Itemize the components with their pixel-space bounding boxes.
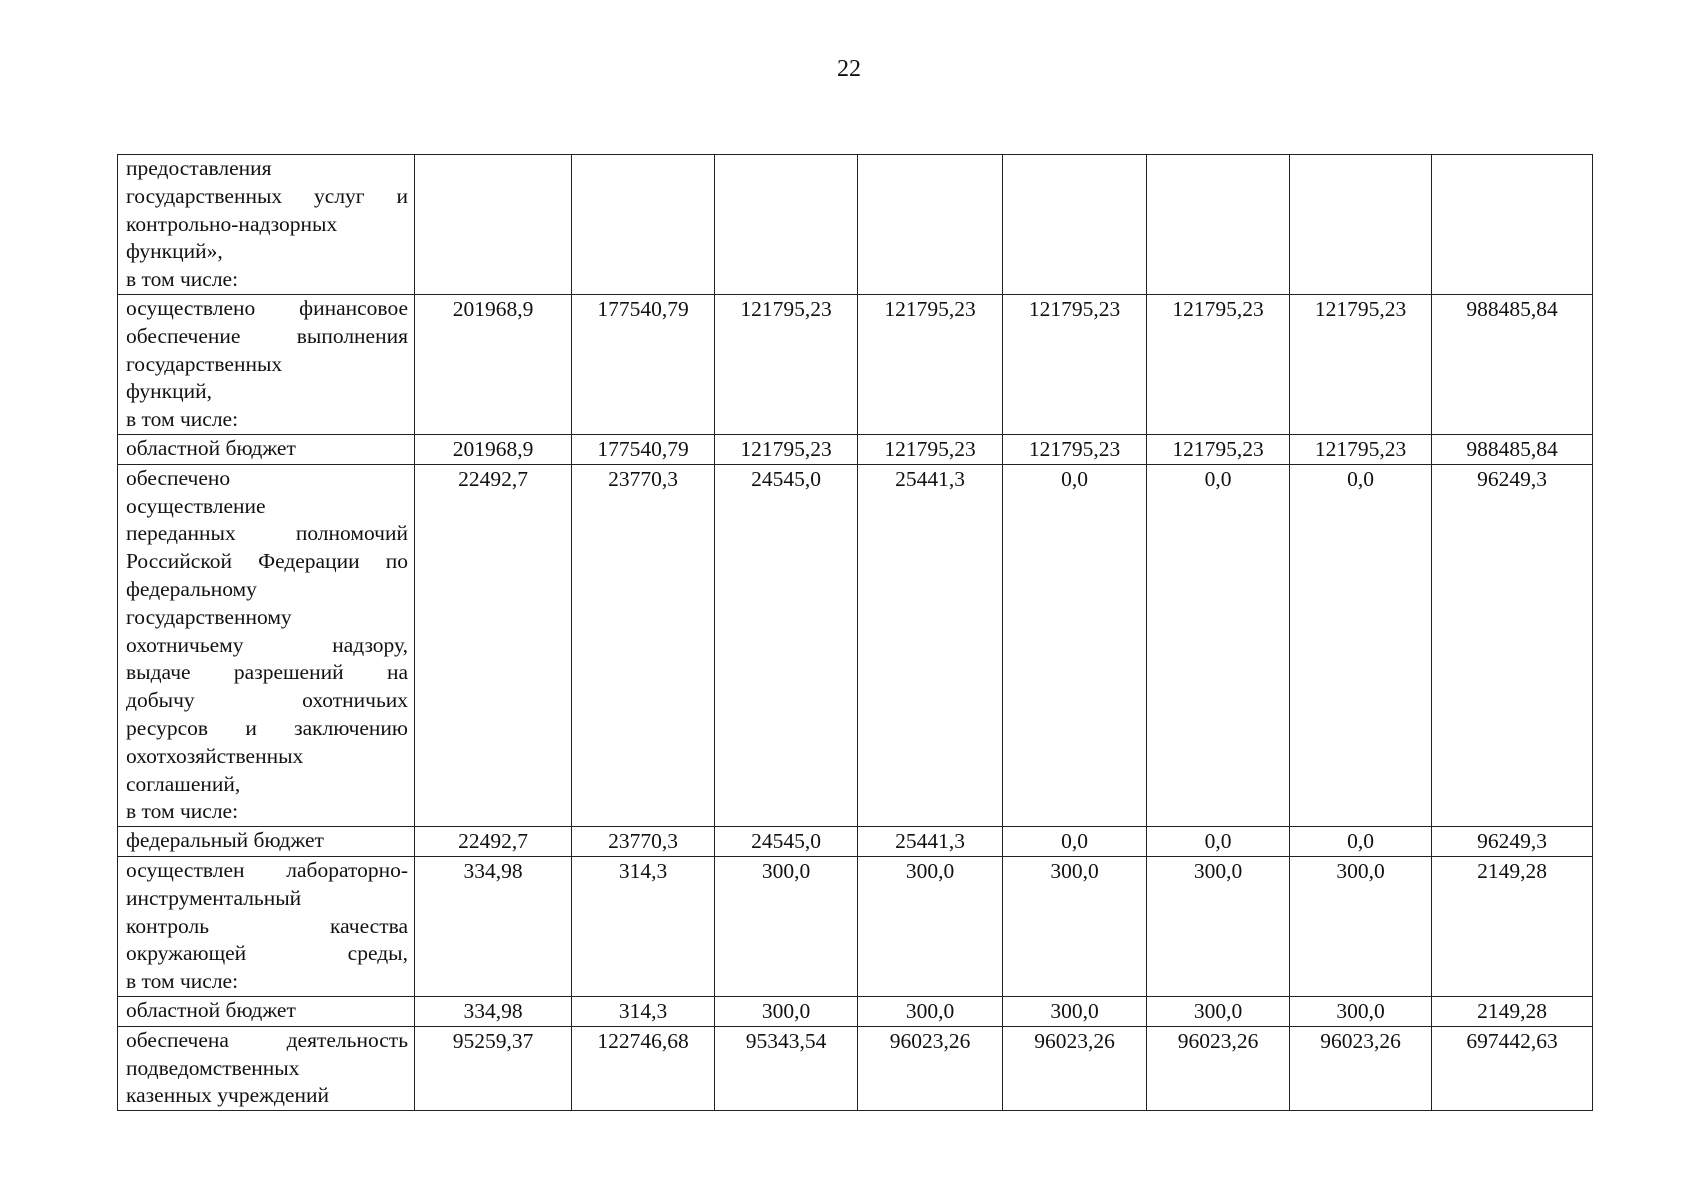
row-label-line: соглашений,: [126, 771, 241, 796]
year-value-cell: 96023,26: [858, 1026, 1003, 1110]
year-value-cell: 177540,79: [572, 434, 715, 464]
year-value-cell: 177540,79: [572, 294, 715, 434]
total-value-cell: 697442,63: [1432, 1026, 1593, 1110]
row-label-line: осуществлен лабораторно-: [126, 857, 408, 882]
total-value-cell: 96249,3: [1432, 464, 1593, 826]
year-value-cell: 0,0: [1003, 827, 1147, 857]
row-label-line: выдаче разрешений на: [126, 660, 408, 685]
year-value-cell: [1003, 155, 1147, 295]
row-label-line: обеспечена деятельность: [126, 1027, 408, 1052]
row-label-line: в том числе:: [126, 267, 239, 292]
year-value-cell: 121795,23: [858, 294, 1003, 434]
year-value-cell: 300,0: [715, 996, 858, 1026]
year-value-cell: 22492,7: [415, 827, 572, 857]
year-value-cell: [572, 155, 715, 295]
row-label-line: функций»,: [126, 239, 223, 264]
year-value-cell: 300,0: [858, 996, 1003, 1026]
year-value-cell: 300,0: [1147, 996, 1290, 1026]
total-value-cell: [1432, 155, 1593, 295]
row-label-line: федеральному: [126, 576, 257, 601]
row-label-line: осуществление: [126, 493, 266, 518]
year-value-cell: 0,0: [1290, 464, 1432, 826]
year-value-cell: 96023,26: [1290, 1026, 1432, 1110]
year-value-cell: 24545,0: [715, 464, 858, 826]
year-value-cell: 0,0: [1147, 827, 1290, 857]
row-label-line: областной бюджет: [126, 435, 296, 460]
row-label-line: осуществлено финансовое: [126, 295, 408, 320]
total-value-cell: 96249,3: [1432, 827, 1593, 857]
year-value-cell: 23770,3: [572, 464, 715, 826]
year-value-cell: [715, 155, 858, 295]
year-value-cell: 25441,3: [858, 464, 1003, 826]
row-label-line: обеспечение выполнения: [126, 323, 408, 348]
row-label-cell: [118, 827, 415, 857]
row-label-line: в том числе:: [126, 407, 239, 432]
table-row: [118, 294, 1593, 434]
year-value-cell: 121795,23: [715, 294, 858, 434]
year-value-cell: 96023,26: [1147, 1026, 1290, 1110]
year-value-cell: 0,0: [1290, 827, 1432, 857]
table-row: [118, 155, 1593, 295]
table-row: [118, 996, 1593, 1026]
year-value-cell: 95259,37: [415, 1026, 572, 1110]
table-row: [118, 1026, 1593, 1110]
year-value-cell: 96023,26: [1003, 1026, 1147, 1110]
row-label-cell: [118, 434, 415, 464]
year-value-cell: 95343,54: [715, 1026, 858, 1110]
row-label-line: добычу охотничьих: [126, 688, 408, 713]
row-label-line: ресурсов и заключению: [126, 715, 408, 740]
budget-table: [117, 154, 1593, 1111]
row-label-line: в том числе:: [126, 799, 239, 824]
year-value-cell: 334,98: [415, 996, 572, 1026]
row-label-cell: [118, 1026, 415, 1110]
row-label-line: контроль качества: [126, 913, 408, 938]
year-value-cell: 0,0: [1147, 464, 1290, 826]
year-value-cell: 121795,23: [1003, 434, 1147, 464]
table-row: [118, 464, 1593, 826]
row-label-line: государственных услуг и: [126, 183, 408, 208]
row-label-line: окружающей среды,: [126, 941, 408, 966]
year-value-cell: 121795,23: [1290, 434, 1432, 464]
year-value-cell: 300,0: [715, 856, 858, 996]
year-value-cell: 122746,68: [572, 1026, 715, 1110]
year-value-cell: 22492,7: [415, 464, 572, 826]
row-label-line: государственному: [126, 604, 292, 629]
row-label-cell: [118, 294, 415, 434]
row-label-cell: [118, 856, 415, 996]
total-value-cell: 2149,28: [1432, 996, 1593, 1026]
row-label-cell: [118, 464, 415, 826]
year-value-cell: 0,0: [1003, 464, 1147, 826]
page-number: 22: [837, 56, 861, 82]
row-label-line: обеспечено: [126, 465, 231, 490]
year-value-cell: 121795,23: [858, 434, 1003, 464]
year-value-cell: 314,3: [572, 996, 715, 1026]
row-label-line: государственных: [126, 351, 283, 376]
year-value-cell: 300,0: [1290, 856, 1432, 996]
year-value-cell: 300,0: [1003, 856, 1147, 996]
table-body: [118, 155, 1593, 1111]
row-label-line: охотничьему надзору,: [126, 632, 408, 657]
row-label-line: охотхозяйственных: [126, 743, 304, 768]
row-label-line: областной бюджет: [126, 997, 296, 1022]
year-value-cell: 300,0: [1003, 996, 1147, 1026]
year-value-cell: 121795,23: [1147, 294, 1290, 434]
year-value-cell: [1147, 155, 1290, 295]
year-value-cell: 25441,3: [858, 827, 1003, 857]
row-label-line: предоставления: [126, 156, 272, 180]
year-value-cell: 201968,9: [415, 434, 572, 464]
year-value-cell: 314,3: [572, 856, 715, 996]
table-row: [118, 856, 1593, 996]
row-label-line: подведомственных: [126, 1055, 300, 1080]
row-label-line: федеральный бюджет: [126, 828, 324, 853]
total-value-cell: 2149,28: [1432, 856, 1593, 996]
year-value-cell: 24545,0: [715, 827, 858, 857]
year-value-cell: 121795,23: [715, 434, 858, 464]
row-label-line: в том числе:: [126, 969, 239, 994]
year-value-cell: 300,0: [1290, 996, 1432, 1026]
year-value-cell: 334,98: [415, 856, 572, 996]
year-value-cell: 201968,9: [415, 294, 572, 434]
year-value-cell: 121795,23: [1290, 294, 1432, 434]
year-value-cell: 121795,23: [1003, 294, 1147, 434]
year-value-cell: 121795,23: [1147, 434, 1290, 464]
row-label-line: Российской Федерации по: [126, 549, 408, 574]
year-value-cell: 300,0: [1147, 856, 1290, 996]
year-value-cell: [858, 155, 1003, 295]
year-value-cell: 300,0: [858, 856, 1003, 996]
year-value-cell: [1290, 155, 1432, 295]
row-label-line: функций,: [126, 379, 212, 404]
row-label-line: переданных полномочий: [126, 521, 408, 546]
year-value-cell: [415, 155, 572, 295]
table-row: [118, 434, 1593, 464]
table-row: [118, 827, 1593, 857]
row-label-cell: [118, 155, 415, 295]
year-value-cell: 23770,3: [572, 827, 715, 857]
row-label-line: казенных учреждений: [126, 1083, 329, 1108]
total-value-cell: 988485,84: [1432, 294, 1593, 434]
row-label-cell: [118, 996, 415, 1026]
total-value-cell: 988485,84: [1432, 434, 1593, 464]
row-label-line: контрольно-надзорных: [126, 211, 338, 236]
row-label-line: инструментальный: [126, 885, 302, 910]
